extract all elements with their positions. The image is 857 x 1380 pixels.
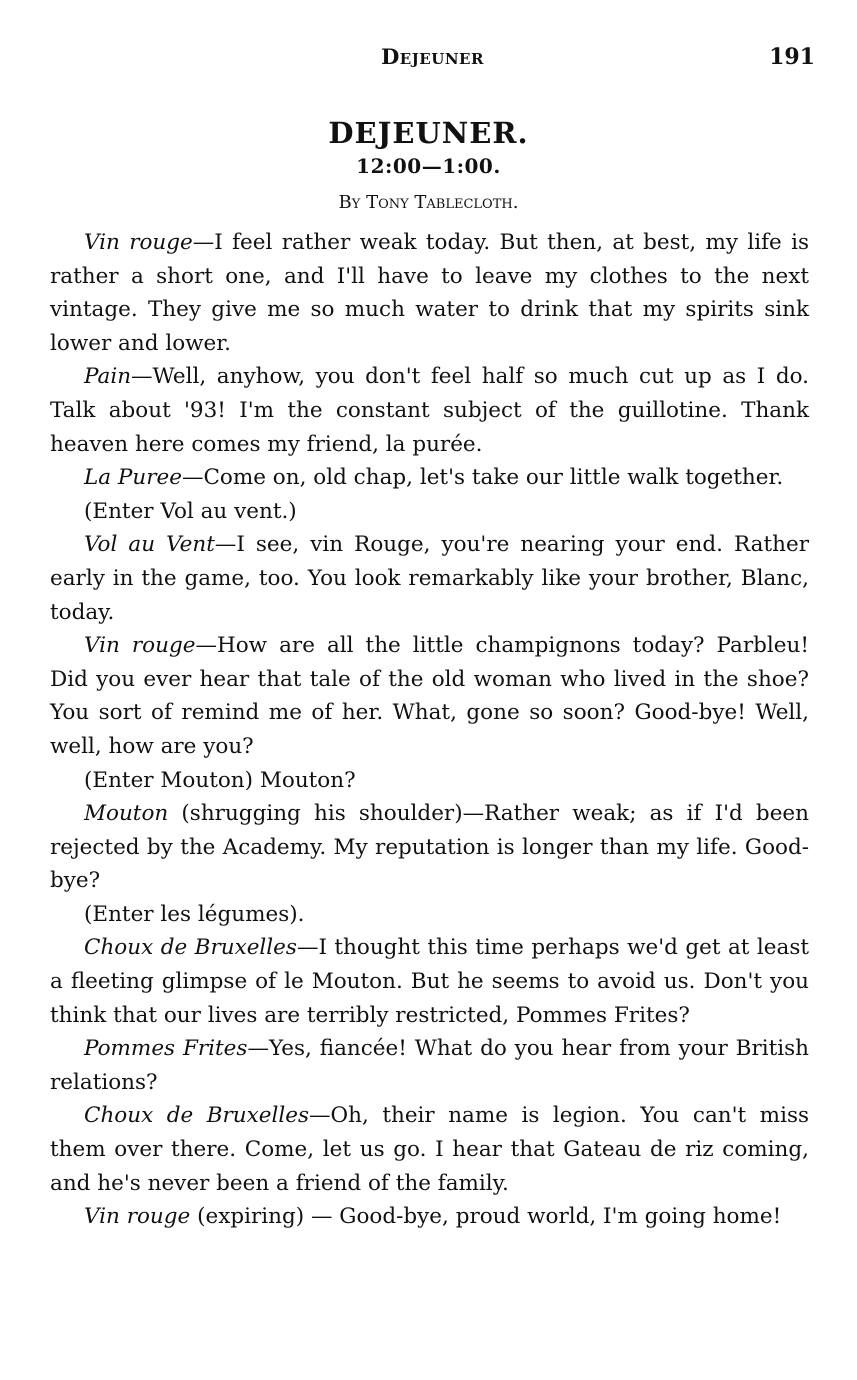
dialogue-text: —I thought this time perhaps we'd get at least a fleeting glimpse of le Mouton. But he seems to avoid us. Don't you think that our lives are terribly restricted, Pommes Frites? <box>50 935 809 1028</box>
dialogue-paragraph <box>50 1200 809 1234</box>
byline: By Tony Tablecloth. <box>338 192 519 213</box>
dialogue-paragraph <box>50 226 809 360</box>
stage-direction <box>50 495 809 529</box>
speaker-name: Vol au Vent <box>84 532 215 558</box>
speaker-name: Vin rouge <box>84 633 196 659</box>
speaker-name: Vin rouge <box>84 1204 191 1230</box>
stage-direction-text: (Enter les légumes). <box>84 901 305 927</box>
dialogue-paragraph <box>50 931 809 1032</box>
stage-direction <box>50 898 809 932</box>
page-number: 191 <box>769 44 815 70</box>
dialogue-paragraph <box>50 360 809 461</box>
dialogue-text: —I feel rather weak today. But then, at best, my life is rather a short one, and I'll have to leave my clothes to the next vintage. They give me so much water to drink that my spirits sink lower and lower. <box>50 230 809 356</box>
dialogue-text: —How are all the little champignons today? Parbleu! Did you ever hear that tale of the old woman who lived in the shoe? You sort of remind me of her. What, gone so soon? Good-bye! Well, well, how are you? <box>50 633 809 759</box>
speaker-name: Vin rouge <box>84 230 193 255</box>
dialogue-paragraph <box>50 1099 809 1200</box>
dialogue-text: —Yes, fiancée! What do you hear from your British relations? <box>50 1036 809 1095</box>
dialogue-paragraph <box>50 797 809 898</box>
running-title: Dejeuner <box>381 44 484 69</box>
dialogue-paragraph <box>50 1032 809 1099</box>
dialogue-text: —I see, vin Rouge, you're nearing your end. Rather early in the game, too. You look remarkably like your brother, Blanc, today. <box>50 532 809 625</box>
dialogue-text: (expiring) — Good-bye, proud world, I'm going home! <box>190 1204 782 1230</box>
dialogue-paragraph <box>50 528 809 629</box>
dialogue-text: —Well, anyhow, you don't feel half so much cut up as I do. Talk about '93! I'm the constant subject of the guillotine. Thank heaven here comes my friend, la purée. <box>50 364 809 457</box>
speaker-name: Mouton <box>84 801 169 827</box>
dialogue-text: (shrugging his shoulder)—Rather weak; as if I'd been rejected by the Academy. My reputation is longer than my life. Good-bye? <box>50 801 809 894</box>
speaker-name: Choux de Bruxelles <box>84 1103 310 1129</box>
stage-direction-text: (Enter Mouton) Mouton? <box>84 767 356 793</box>
chapter-title: DEJEUNER. <box>328 116 529 150</box>
title-block <box>50 114 807 216</box>
dialogue-text: —Come on, old chap, let's take our little walk together. <box>181 465 784 491</box>
dialogue-body <box>50 226 809 1234</box>
speaker-name: La Puree <box>84 465 182 491</box>
stage-direction-text: (Enter Vol au vent.) <box>84 498 297 524</box>
stage-direction <box>50 764 809 798</box>
dialogue-text: —Oh, their name is legion. You can't miss them over there. Come, let us go. I hear that Gateau de riz coming, and he's never been a friend of the family. <box>50 1103 810 1196</box>
speaker-name: Choux de Bruxelles <box>84 935 297 961</box>
speaker-name: Pain <box>84 364 132 390</box>
time-range: 12:00—1:00. <box>356 154 501 178</box>
speaker-name: Pommes Frites <box>84 1036 248 1062</box>
dialogue-paragraph <box>50 629 809 763</box>
dialogue-paragraph <box>50 461 809 495</box>
running-head <box>50 44 815 78</box>
